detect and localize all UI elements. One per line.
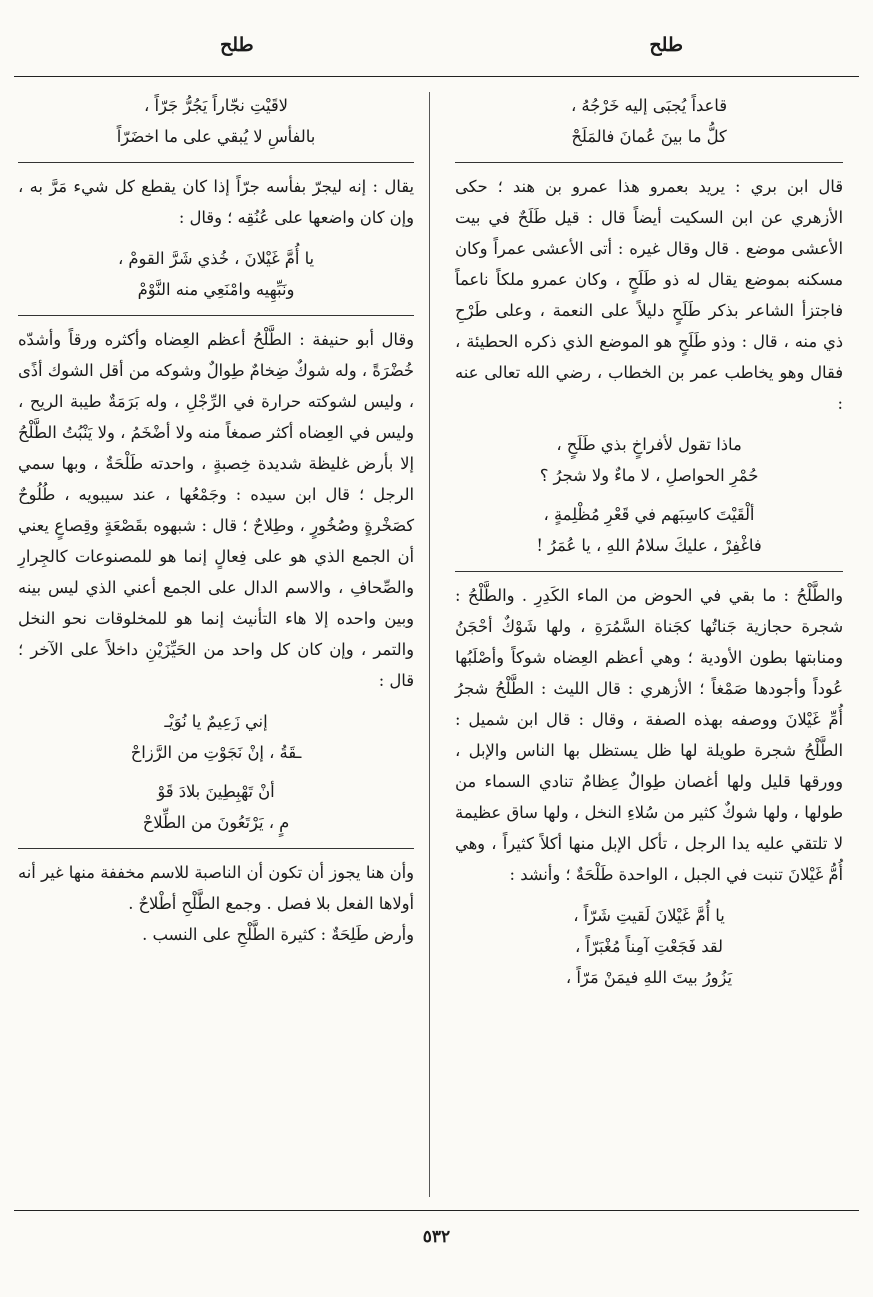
column-divider — [429, 92, 430, 1197]
page-number: ٥٣٢ — [422, 1227, 451, 1247]
verse-line: كلُّ ما بينَ عُمانَ فالمَلَحْ — [571, 127, 727, 146]
header-title-left: طلح — [220, 34, 254, 56]
verse-block — [455, 429, 843, 561]
header-rule — [14, 76, 859, 77]
header-title-right: طلح — [649, 34, 683, 56]
paragraph: وأرض طَلِحَةٌ : كثيرة الطَّلْحِ على النسب . — [142, 925, 414, 944]
left-column — [18, 88, 414, 1197]
page-header — [20, 30, 853, 74]
paragraph: وأن هنا يجوز أن تكون أن الناصبة للاسم مخففة منها غير أنه أولاها الفعل بلا فصل . وجمع الطَّلْحِ أطْلاحٌ . — [18, 863, 414, 913]
verse-line: أنْ تَهْبِطِينَ بلادَ قَوْ — [157, 782, 275, 801]
verse-line: قاعداً يُجبَى إليه خَرْجُهُ ، — [571, 96, 727, 115]
verse-line: ألْقَيْتَ كاسِبَهم في قَعْرِ مُظْلِمةٍ ، — [543, 505, 755, 524]
verse-line: لاقَيْتِ نجّاراً يَجُرُّ جَرّاً ، — [144, 96, 288, 115]
paragraph: يقال : إنه ليجرّ بفأسه جرّاً إذا كان يقطع كل شيء مَرَّ به ، وإن كان واضعها على عُنُقِه ؛ وقال : — [18, 177, 414, 227]
footer-rule — [14, 1210, 859, 1211]
verse-line: فاغْفِرْ ، عليكَ سلامُ اللهِ ، يا عُمَرُ ! — [536, 536, 762, 555]
verse-block — [455, 90, 843, 152]
verse-line: إني زَعِيمٌ يا نُوَيْـ — [164, 712, 268, 731]
verse-line: ماذا تقول لأفراخٍ بذي طَلَحٍ ، — [556, 435, 742, 454]
section-rule — [18, 315, 414, 316]
verse-line: يا أُمَّ غَيْلانَ لَقيتِ شَرّاً ، — [573, 906, 725, 925]
right-column — [455, 88, 843, 1197]
section-rule — [18, 848, 414, 849]
verse-line: بالفأسِ لا يُبقي على ما اخضَرّاً — [116, 127, 316, 146]
section-rule — [455, 571, 843, 572]
paragraph: وقال أبو حنيفة : الطَّلْحُ أعظم العِضاه وأكثره ورقاً وأشدّه خُضْرَةً ، وله شوكٌ ضِخامٌ طِوالٌ وشوكه من أقل الشوك أذًى ، وليس لشوكته حرارة في الرِّجْلِ ، وله بَرَمَةٌ طيبة الريح ، وليس في العِضاه أكثر صمغاً منه ولا أضْخَمُ ، ولا يَنْبُتُ الطَّلْحُ إلا بأرض غليظة شديدة خِصبةٍ ، واحدته طَلْحَةٌ ، وبها سمي الرجل ؛ قال ابن سيده : وجَمْعُها ، عند سيبويه ، طُلُوحٌ كصَخْرةٍ وصُخُورٍ ، وطِلاحٌ ؛ قال : شبهوه بقَصْعَةٍ وقِصاعٍ يعني أن الجمع الذي هو على فِعالٍ إنما هو للمصنوعات كالجِرارِ والصِّحافِ ، والاسم الدال على الجمع أعني الذي ليس بينه وبين واحده إلا هاء التأنيث إنما هو للمخلوقات نحو النخل والتمر ، وإن كان كل واحد من الحَيِّزَيْنِ داخلاً على الآخر ؛ قال : — [18, 330, 414, 690]
verse-line: مٍ ، يَرْتَعُونَ من الطِّلاحْ — [142, 813, 290, 832]
paragraph: قال ابن بري : يريد بعمرو هذا عمرو بن هند ؛ حكى الأزهري عن ابن السكيت أيضاً قال : قيل طَلَحٌ في بيت الأعشى موضع . قال وقال غيره : أتى الأعشى عمراً وكان مسكنه بموضع يقال له ذو طَلَحٍ ، وكان عمرو ملكاً ناعماً فاجتزأ الشاعر بذكر طَلَحٍ دليلاً على النعمة ، وعلى طَرْحِ ذي منه ، قال : وذو طَلَحٍ هو الموضع الذي ذكره الحطيئة ، فقال وهو يخاطب عمر بن الخطاب ، رضي الله تعالى عنه : — [455, 177, 843, 413]
verse-line: ـقَةُ ، إنْ نَجَوْتِ من الرَّزاحْ — [130, 743, 302, 762]
verse-line: حُمْرِ الحواصلِ ، لا ماءٌ ولا شجرُ ؟ — [539, 466, 759, 485]
section-rule — [455, 162, 843, 163]
verse-block — [18, 706, 414, 838]
verse-line: لقد فَجَعْتِ آمِناً مُغْبَرّاً ، — [575, 937, 723, 956]
verse-block — [18, 243, 414, 305]
verse-line: يَزُورُ بيتَ اللهِ فيمَنْ مَرّاً ، — [565, 968, 733, 987]
paragraph: والطَّلْحُ : ما بقي في الحوض من الماء الكَدِرِ . والطَّلْحُ : شجرة حجازية جَناتُها كجَناة السَّمُرَةِ ، ولها شَوْكٌ أحْجَنُ ومنابتها بطون الأودية ؛ وهي أعظم العِضاه شوكاً وأصْلَبُها عُوداً وأجودها صَمْغاً ؛ الأزهري : قال الليث : الطَّلْحُ شجرُ أُمِّ غَيْلانَ ووصفه بهذه الصفة ، وقال : قال ابن شميل : الطَّلْحُ شجرة طويلة لها ظل يستظل بها الناس والإبل ، وورقها قليل ولها أغصان طِوالٌ عِظامٌ تنادي السماء من طولها ، ولها شوكٌ كثير من سُلاءِ النخل ، ولها ساق عظيمة لا تلتقي عليه يدا الرجل ، تأكل الإبل منها أكلاً كثيراً ، وهي أُمُّ غَيْلانَ تنبت في الجبل ، الواحدة طَلْحَةٌ ؛ وأنشد : — [455, 586, 843, 884]
section-rule — [18, 162, 414, 163]
verse-line: يا أُمَّ غَيْلانَ ، خُذي شَرَّ القومْ ، — [117, 249, 315, 268]
verse-line: ونَبِّهِيه وامْنَعِي منه النَّوْمْ — [137, 280, 295, 299]
verse-block — [18, 90, 414, 152]
verse-block — [455, 900, 843, 993]
